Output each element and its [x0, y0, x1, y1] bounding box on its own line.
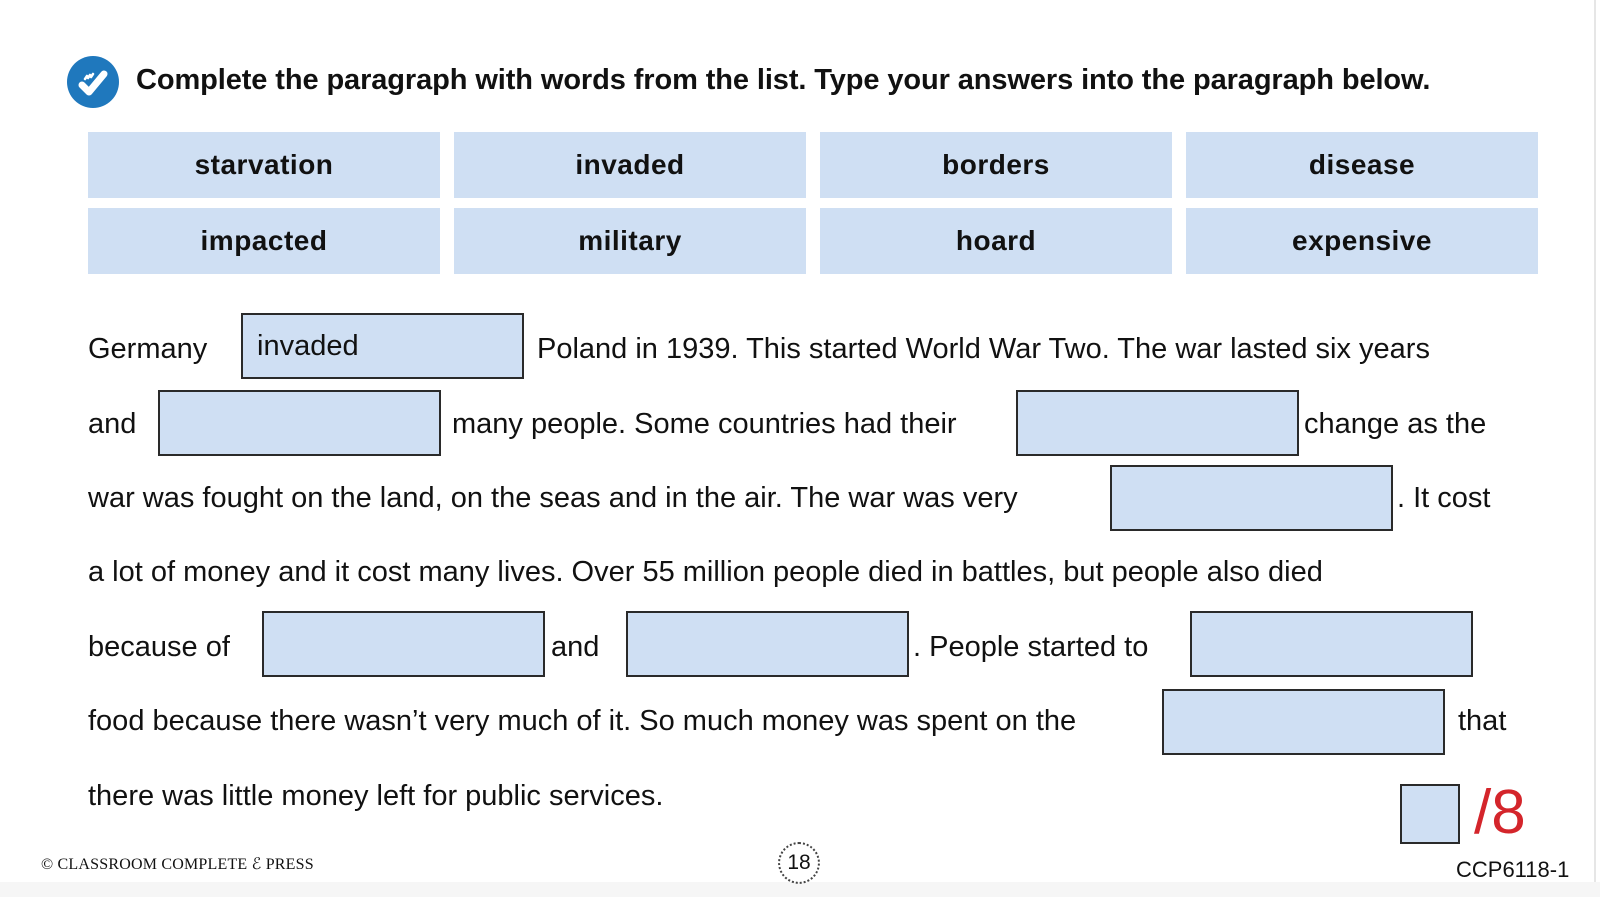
answer-blank-4[interactable] [1110, 465, 1393, 531]
product-code: CCP6118-1 [1456, 857, 1570, 882]
answer-blank-2[interactable] [158, 390, 441, 456]
publisher-logo: © CLASSROOM COMPLETE ℰ PRESS [41, 856, 314, 873]
paragraph-text: because of [88, 631, 230, 663]
paragraph-text: food because there wasn’t very much of it. So much money was spent on the [88, 705, 1077, 737]
word-bank-item: expensive [1186, 208, 1538, 274]
paragraph-text: a lot of money and it cost many lives. Over 55 million people died in battles, but people also died [88, 556, 1323, 588]
paragraph-text: Poland in 1939. This started World War Two. The war lasted six years [537, 333, 1430, 365]
word-bank-item: borders [820, 132, 1172, 198]
answer-blank-3[interactable] [1016, 390, 1299, 456]
word-bank-item: disease [1186, 132, 1538, 198]
paragraph-text: and [88, 408, 137, 440]
paragraph-text: Germany [88, 333, 208, 365]
page-number: 18 [778, 842, 820, 884]
paragraph-text: and [551, 631, 600, 663]
word-bank-item: military [454, 208, 806, 274]
paragraph-text: . People started to [913, 631, 1149, 663]
answer-blank-7[interactable] [1190, 611, 1473, 677]
pointing-hand-check-icon [67, 56, 119, 108]
score-input[interactable] [1400, 784, 1460, 844]
word-bank-item: starvation [88, 132, 440, 198]
answer-blank-5[interactable] [262, 611, 545, 677]
paragraph-text: that [1458, 705, 1507, 737]
paragraph-text: war was fought on the land, on the seas and in the air. The war was very [88, 482, 1018, 514]
instruction-text: Complete the paragraph with words from the list. Type your answers into the paragraph below. [136, 64, 1431, 96]
answer-blank-8[interactable] [1162, 689, 1445, 755]
word-bank-item: hoard [820, 208, 1172, 274]
word-bank-item: invaded [454, 132, 806, 198]
paragraph-text: many people. Some countries had their [452, 408, 957, 440]
paragraph-text: there was little money left for public services. [88, 780, 664, 812]
answer-blank-6[interactable] [626, 611, 909, 677]
paragraph-text: change as the [1304, 408, 1487, 440]
page-bottom-shade [0, 882, 1600, 897]
word-bank-item: impacted [88, 208, 440, 274]
page-edge-border [1594, 0, 1596, 897]
score-total: /8 [1474, 778, 1526, 847]
answer-blank-1[interactable] [241, 313, 524, 379]
paragraph-text: . It cost [1397, 482, 1491, 514]
